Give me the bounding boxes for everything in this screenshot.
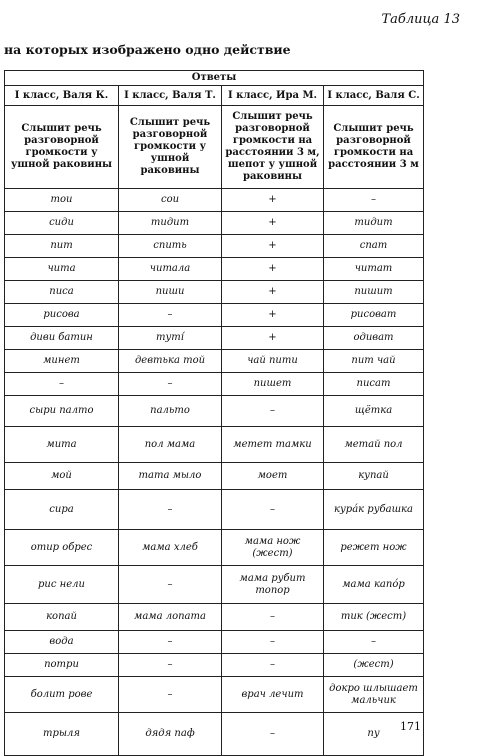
table-cell: докро шлышает мальчик [324, 677, 424, 713]
table-cell: пиши [119, 281, 222, 304]
table-row [5, 235, 424, 258]
table-cell: тои [5, 189, 119, 212]
table-cell: пишит [324, 281, 424, 304]
table-row [5, 396, 424, 427]
table-cell: – [119, 373, 222, 396]
table-cell: тидит [324, 212, 424, 235]
table-cell: – [222, 713, 324, 756]
table-cell: диви батин [5, 327, 119, 350]
table-cell: пишет [222, 373, 324, 396]
table-cell: + [222, 327, 324, 350]
table-cell: купай [324, 463, 424, 490]
table-cell: (жест) [324, 654, 424, 677]
table-row [5, 713, 424, 756]
table-cell: – [119, 304, 222, 327]
hearing-description: Слышит речь разговорной громкости на расстоянии 3 м [324, 106, 424, 189]
table-cell: рисова [5, 304, 119, 327]
page-heading: на которых изображено одно действие [4, 42, 291, 57]
table-cell: тидит [119, 212, 222, 235]
answers-title: Ответы [5, 71, 424, 86]
table-cell: спат [324, 235, 424, 258]
answers-body [5, 189, 424, 756]
table-cell: мита [5, 427, 119, 463]
table-cell: рисоват [324, 304, 424, 327]
table-cell: + [222, 235, 324, 258]
table-cell: сира [5, 490, 119, 530]
table-cell: + [222, 212, 324, 235]
table-cell: читат [324, 258, 424, 281]
table-cell: пит [5, 235, 119, 258]
table-row [5, 189, 424, 212]
table-cell: пу [324, 713, 424, 756]
table-cell: мама лопата [119, 604, 222, 631]
table-cell: мама нож (жест) [222, 530, 324, 566]
table-row [5, 327, 424, 350]
table-cell: чита [5, 258, 119, 281]
table-cell: пальто [119, 396, 222, 427]
table-cell: трыля [5, 713, 119, 756]
table-row [5, 604, 424, 631]
table-cell: + [222, 258, 324, 281]
table-row [5, 566, 424, 604]
table-row [5, 677, 424, 713]
answers-table [4, 70, 424, 756]
table-cell: – [222, 490, 324, 530]
table-cell: – [5, 373, 119, 396]
table-cell: девтька той [119, 350, 222, 373]
hearing-description: Слышит речь разговорной громкости на расстоянии 3 м, шепот у ушной раковины [222, 106, 324, 189]
table-cell: сои [119, 189, 222, 212]
hearing-description: Слышит речь разговорной громкости у ушной раковины [5, 106, 119, 189]
table-cell: пол мама [119, 427, 222, 463]
table-cell: одиват [324, 327, 424, 350]
table-cell: дядя паф [119, 713, 222, 756]
table-cell: метет тамки [222, 427, 324, 463]
table-cell: – [222, 396, 324, 427]
table-cell: отир обрес [5, 530, 119, 566]
table-row [5, 304, 424, 327]
table-row [5, 463, 424, 490]
table-cell: + [222, 189, 324, 212]
table-row [5, 281, 424, 304]
table-cell: – [119, 654, 222, 677]
table-cell: – [324, 189, 424, 212]
table-row [5, 258, 424, 281]
table-cell: – [222, 654, 324, 677]
table-header [5, 71, 424, 189]
table-cell: мама рубит топор [222, 566, 324, 604]
table-row [5, 212, 424, 235]
page-number: 171 [400, 720, 421, 733]
table-cell: болит рове [5, 677, 119, 713]
table-cell: тата мыло [119, 463, 222, 490]
table-cell: копай [5, 604, 119, 631]
table-row [5, 427, 424, 463]
table-cell: – [222, 604, 324, 631]
table-cell: мой [5, 463, 119, 490]
table-row [5, 373, 424, 396]
table-cell: моет [222, 463, 324, 490]
table-cell: + [222, 281, 324, 304]
table-cell: читала [119, 258, 222, 281]
table-cell: + [222, 304, 324, 327]
column-header: I класс, Валя С. [324, 86, 424, 106]
table-cell: минет [5, 350, 119, 373]
table-cell: тутí [119, 327, 222, 350]
table-row [5, 530, 424, 566]
table-row [5, 350, 424, 373]
column-header: I класс, Валя Т. [119, 86, 222, 106]
table-number-label: Таблица 13 [381, 12, 460, 27]
table-cell: писат [324, 373, 424, 396]
table-cell: сыри палто [5, 396, 119, 427]
column-header: I класс, Валя К. [5, 86, 119, 106]
table-cell: потри [5, 654, 119, 677]
table-cell: курáк рубашка [324, 490, 424, 530]
table-cell: щётка [324, 396, 424, 427]
table-cell: вода [5, 631, 119, 654]
table-cell: – [119, 566, 222, 604]
table-cell: писа [5, 281, 119, 304]
table-row [5, 654, 424, 677]
hearing-description: Слышит речь разговорной громкости у ушной раковины [119, 106, 222, 189]
table-cell: врач лечит [222, 677, 324, 713]
table-cell: режет нож [324, 530, 424, 566]
table-cell: чай пити [222, 350, 324, 373]
table-cell: мама капóр [324, 566, 424, 604]
column-header: I класс, Ира М. [222, 86, 324, 106]
table-cell: – [324, 631, 424, 654]
table-row [5, 490, 424, 530]
table-cell: – [119, 490, 222, 530]
table-cell: – [119, 677, 222, 713]
table-cell: мама хлеб [119, 530, 222, 566]
table-cell: метай пол [324, 427, 424, 463]
table-cell: сиди [5, 212, 119, 235]
table-cell: – [119, 631, 222, 654]
table-cell: тик (жест) [324, 604, 424, 631]
table-row [5, 631, 424, 654]
table-cell: рис нели [5, 566, 119, 604]
table-cell: спить [119, 235, 222, 258]
table-cell: – [222, 631, 324, 654]
table-cell: пит чай [324, 350, 424, 373]
